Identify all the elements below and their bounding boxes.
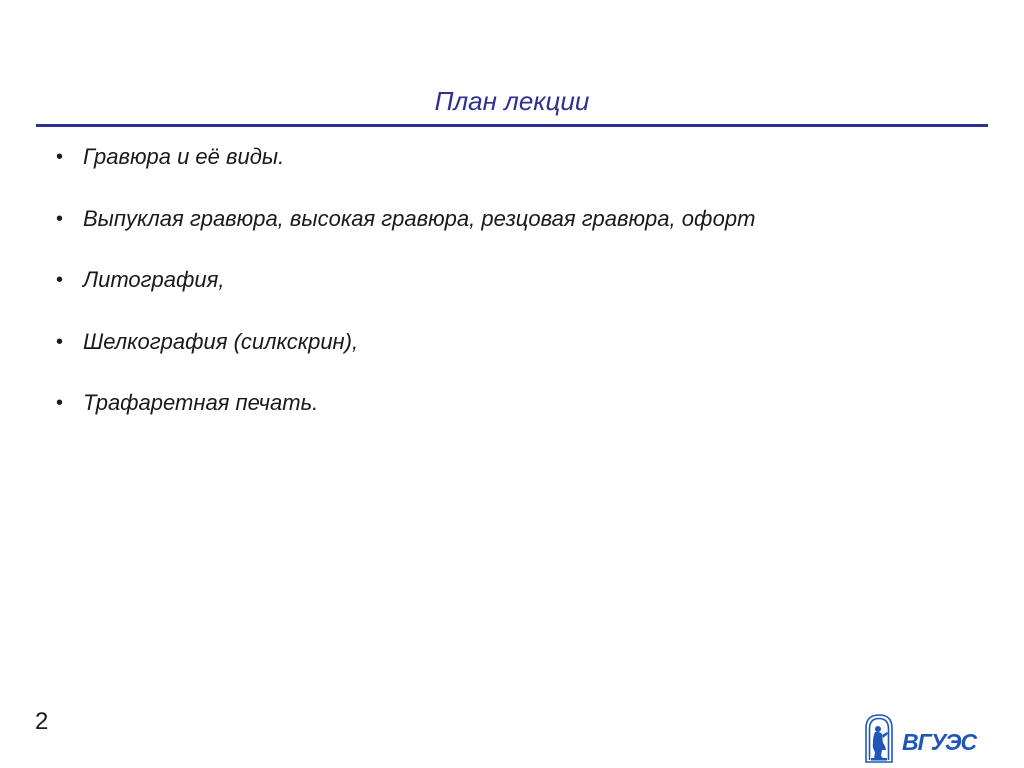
bullet-icon: • [56,330,64,353]
bullet-text: Шелкография (силкскрин), [83,328,359,354]
bullet-text: Трафаретная печать. [83,390,319,415]
svg-text:ВГУЭС: ВГУЭС [902,729,977,755]
title-divider [36,124,988,127]
bullet-icon: • [56,207,64,230]
bullet-item [56,324,755,386]
bullet-icon: • [56,146,64,168]
bullet-icon: • [56,392,64,414]
page-number: 2 [35,708,49,735]
bullet-list [56,139,755,447]
bullet-text: Выпуклая гравюра, высокая гравюра, резцовая гравюра, офорт [83,205,756,231]
bullet-item [56,385,755,447]
bullet-text: Литография, [83,267,225,292]
university-logo [862,712,992,764]
slide-title: План лекции [434,86,590,116]
bullet-item [56,139,755,201]
bullet-item [56,201,755,263]
bullet-text: Гравюра и её виды. [83,144,285,169]
bullet-item [56,262,755,324]
bullet-icon: • [56,269,64,291]
